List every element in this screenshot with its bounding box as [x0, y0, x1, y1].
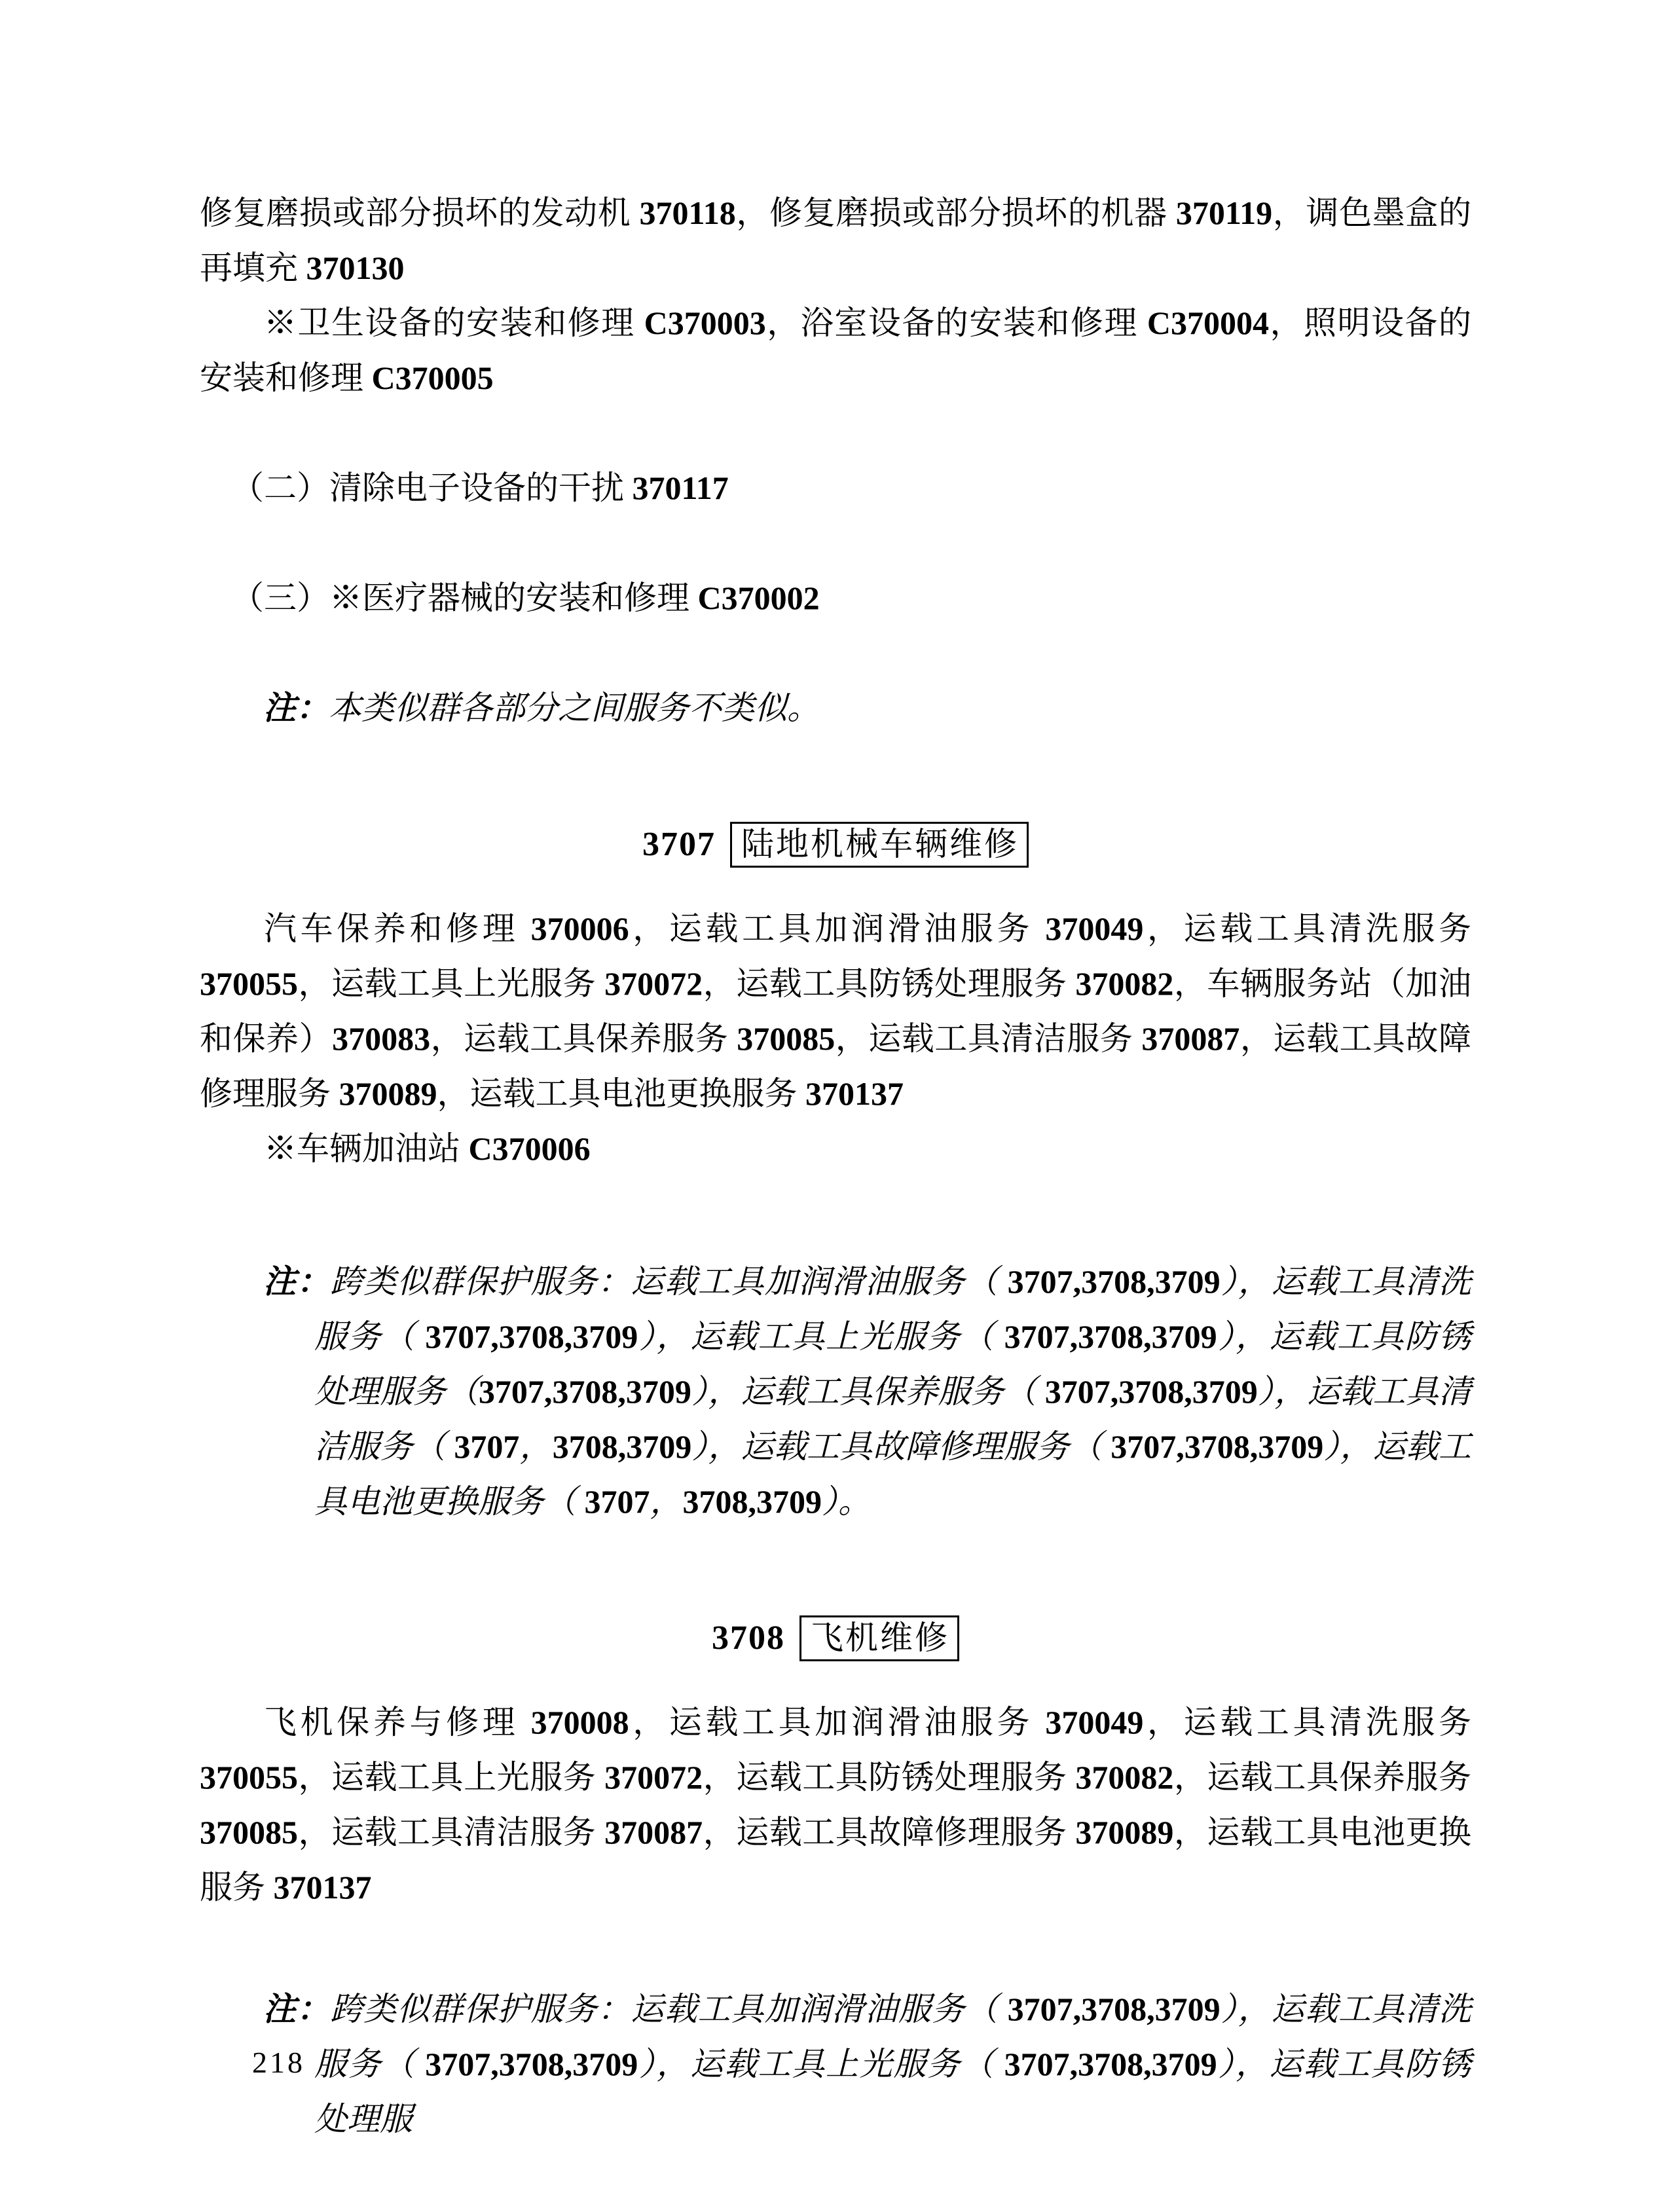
- note-label: 注：: [263, 1263, 331, 1300]
- note-body: 本类似群各部分之间服务不类似。: [329, 690, 820, 726]
- item-paragraph-two: （二）清除电子设备的干扰 370117: [231, 470, 729, 506]
- sanitary-install-paragraph: ※卫生设备的安装和修理 C370003，浴室设备的安装和修理 C370004，照明设备的安装和修理 C370005: [200, 304, 1472, 396]
- section-body-paragraph: 汽车保养和修理 370006，运载工具加润滑油服务 370049，运载工具清洗服务 370055，运载工具上光服务 370072，运载工具防锈处理服务 370082，车辆服务站（加油和保养）370083，运载工具保养服务 370085，运载工具清洁服务 370087，运载工具故障修理服务 370089，运载工具电池更换服务 370137: [200, 910, 1472, 1112]
- section-heading-3708: [200, 1616, 1471, 1661]
- page-content: [200, 185, 1471, 2147]
- section-note: [200, 1254, 1471, 1529]
- note-body: 跨类似群保护服务：运载工具加润滑油服务（ 3707,3708,3709），运载工具清洗服务（ 3707,3708,3709），运载工具上光服务（ 3707,3708,3709），运载工具防锈处理服: [314, 1991, 1472, 2137]
- star-paragraph: ※车辆加油站 C370006: [264, 1130, 591, 1167]
- note-label: 注：: [263, 1991, 331, 2027]
- note-label: 注：: [263, 690, 329, 726]
- item-paragraph-three: （三）※医疗器械的安装和修理 C370002: [231, 580, 820, 616]
- note-body: 跨类似群保护服务：运载工具加润滑油服务（ 3707,3708,3709），运载工具清洗服务（ 3707,3708,3709），运载工具上光服务（ 3707,3708,3709），运载工具防锈处理服务（3707,3708,3709），运载工具保养服务（ 3707,3708,3709），运载工具清洁服务（ 3707，3708,3709），运载工具故障修理服务（ 3707,3708,3709），运载工具电池更换服务（ 3707，3708,3709）。: [314, 1263, 1472, 1520]
- continued-paragraph: 修复磨损或部分损坏的发动机 370118，修复磨损或部分损坏的机器 370119，调色墨盒的再填充 370130: [200, 194, 1472, 286]
- section-code: 3707: [642, 826, 716, 863]
- section-note: [200, 1982, 1471, 2147]
- section-title-box: 飞机维修: [799, 1615, 959, 1661]
- section-title-box: 陆地机械车辆维修: [730, 822, 1029, 868]
- group-note: [200, 680, 1471, 735]
- page-number: 218: [252, 2046, 305, 2079]
- section-code: 3708: [712, 1619, 785, 1657]
- section-heading-3707: [200, 822, 1471, 867]
- section-body-paragraph: 飞机保养与修理 370008，运载工具加润滑油服务 370049，运载工具清洗服务 370055，运载工具上光服务 370072，运载工具防锈处理服务 370082，运载工具保养服务 370085，运载工具清洁服务 370087，运载工具故障修理服务 370089，运载工具电池更换服务 370137: [200, 1704, 1472, 1906]
